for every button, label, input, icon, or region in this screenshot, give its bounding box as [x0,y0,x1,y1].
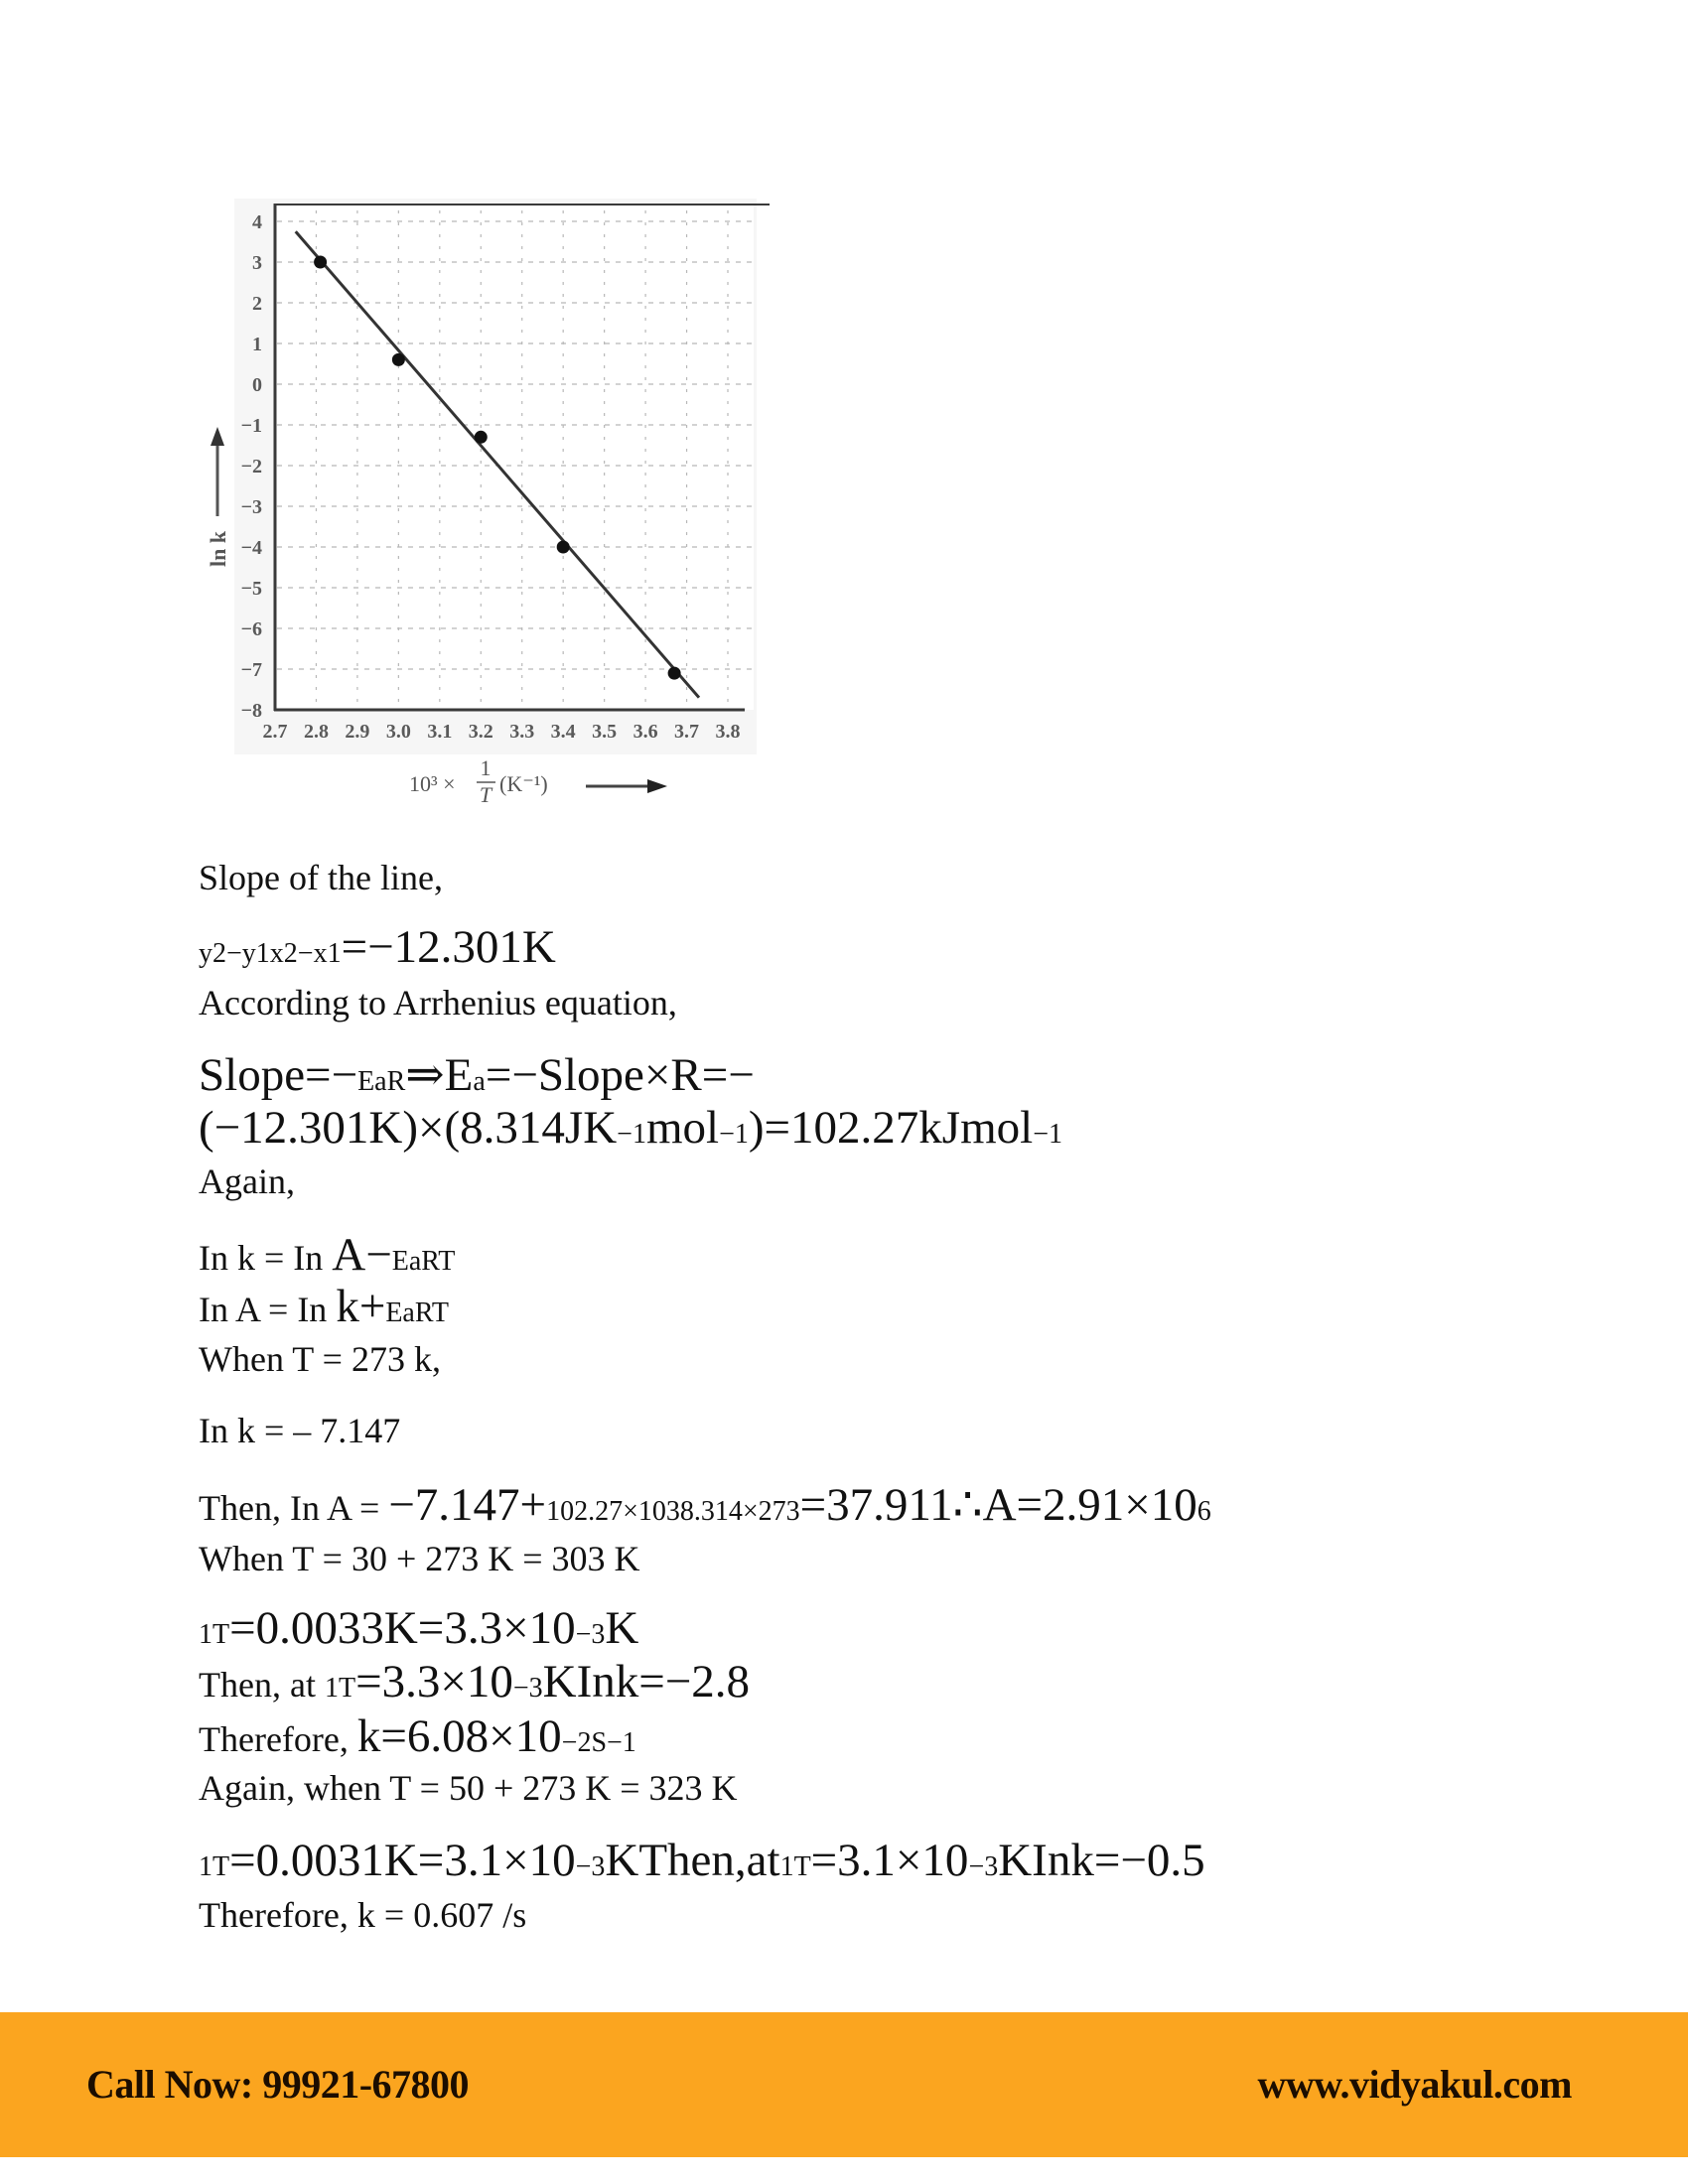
x-tick-label: 3.2 [468,721,493,743]
equation-ln-a-value [199,1477,1211,1533]
x-tick-label: 3.8 [715,721,741,743]
math-fraction-text: 1T [324,1673,356,1704]
y-tick-label: −5 [240,578,262,600]
equation-ln-k [199,1227,455,1283]
data-point [475,431,488,444]
math-text: mol [645,1102,720,1154]
text-segment: Again, [199,1161,295,1201]
y-tick-label: 1 [252,334,262,355]
math-text: =37.911∴A=2.91×10 [799,1479,1197,1531]
math-fraction-text: EaR [357,1066,406,1097]
equation-k-303 [199,1708,636,1764]
data-point [314,256,327,269]
call-now-phone[interactable]: Call Now: 99921-67800 [86,2062,470,2107]
plot-area [275,205,754,710]
arrhenius-plot [0,0,1688,824]
data-point [392,353,405,366]
y-tick-label: −6 [240,618,262,640]
text-segment: Again, when T = 50 + 273 K = 323 K [199,1768,738,1808]
math-superscript: −1 [617,1119,646,1150]
y-tick-label: −7 [240,659,262,681]
y-tick-label: −2 [240,456,262,478]
math-text: K [605,1602,639,1654]
x-tick-label: 2.8 [303,721,329,743]
y-tick-label: 0 [252,374,262,396]
math-superscript: −3 [575,1851,606,1882]
math-text: k+ [336,1281,386,1332]
text-segment: In A = In [199,1290,337,1329]
math-text: −7.147+ [388,1479,547,1531]
equation-activation-energy-2 [199,1100,1062,1156]
equation-ln-k-303 [199,1654,750,1709]
math-text: (−12.301K)×(8.314JK [199,1102,618,1154]
math-text: A− [332,1229,392,1281]
text-line-arrhenius [199,975,677,1030]
text-segment: In k = – 7.147 [199,1411,401,1450]
text-line-again [199,1154,295,1209]
text-segment: When T = 273 k, [199,1339,441,1379]
math-superscript: −2S−1 [561,1727,636,1758]
math-text: =0.0031K=3.1×10 [229,1835,576,1886]
x-tick-label: 2.7 [262,721,288,743]
math-superscript: −3 [575,1619,606,1650]
text-line-t-273 [199,1331,441,1387]
text-line-slope-intro [199,850,443,905]
math-fraction-text: 102.27×1038.314×273 [546,1496,800,1527]
text-segment: Slope of the line, [199,858,443,897]
math-text: Slope=− [199,1049,358,1101]
text-segment: In k = In [199,1238,333,1278]
y-tick-label: −4 [240,537,262,559]
x-axis-title-prefix: 10³ × [409,771,456,796]
math-text: KInk=−2.8 [542,1656,750,1707]
x-tick-label: 3.6 [633,721,658,743]
data-point [668,667,681,680]
math-fraction-text: 1T [779,1851,811,1882]
y-tick-label: 2 [252,293,262,315]
text-line-k-323 [199,1887,526,1943]
text-segment: When T = 30 + 273 K = 303 K [199,1539,640,1578]
x-tick-label: 3.1 [427,721,453,743]
math-fraction-text: 1T [199,1851,230,1882]
text-segment: Then, In A = [199,1488,389,1528]
y-tick-label: −1 [240,415,262,437]
y-axis-arrow-icon [211,427,224,446]
text-line-t-323 [199,1760,738,1816]
text-segment: Therefore, k = 0.607 /s [199,1895,527,1935]
x-tick-label: 2.9 [345,721,370,743]
math-text: )=102.27kJmol [748,1102,1034,1154]
y-axis-title: ln k [206,530,230,568]
equation-ln-a [199,1279,449,1334]
text-line-ln-k-value [199,1403,400,1458]
x-tick-label: 3.5 [592,721,618,743]
website-link[interactable]: www.vidyakul.com [1257,2062,1572,2107]
math-subscript: a [473,1066,486,1097]
math-text: k=6.08×10 [356,1710,562,1762]
y-tick-label: 4 [252,211,262,233]
math-superscript: 6 [1196,1496,1211,1527]
math-fraction-text: EaRT [391,1246,456,1277]
math-superscript: −3 [968,1851,999,1882]
y-tick-label: 3 [252,252,262,274]
math-text: =0.0033K=3.3×10 [229,1602,576,1654]
math-text: ⇒E [405,1049,474,1101]
data-point [557,541,570,554]
equation-inverse-t-303 [199,1600,638,1656]
text-line-t-303 [199,1531,640,1586]
equation-slope-value [199,919,556,975]
equation-activation-energy-1 [199,1047,755,1103]
y-tick-label: −3 [240,496,262,518]
x-axis-title-unit: (K⁻¹) [499,771,548,796]
text-segment: According to Arrhenius equation, [199,983,677,1023]
math-text: =−Slope×R=− [485,1049,755,1101]
equation-inverse-t-323 [199,1833,1205,1888]
x-axis-title-numerator: 1 [480,755,492,780]
math-text: =3.1×10 [810,1835,969,1886]
x-axis-title-denominator: T [479,782,492,807]
x-axis-arrow-icon [647,779,667,793]
math-fraction-text: 1T [199,1619,230,1650]
math-superscript: −1 [1033,1119,1062,1150]
x-tick-label: 3.7 [674,721,700,743]
footer-banner [0,2012,1688,2157]
text-segment: Then, at [199,1665,325,1705]
x-tick-label: 3.4 [550,721,576,743]
x-tick-label: 3.0 [385,721,411,743]
math-text: KThen,at [605,1835,780,1886]
math-text: KInk=−0.5 [998,1835,1205,1886]
math-superscript: −3 [512,1673,543,1704]
text-segment: Therefore, [199,1719,357,1759]
x-tick-label: 3.3 [509,721,535,743]
math-text: =−12.301K [341,921,556,973]
math-fraction-text: EaRT [385,1297,449,1328]
math-superscript: −1 [719,1119,749,1150]
math-text: =3.3×10 [355,1656,513,1707]
math-fraction-text: y2−y1x2−x1 [199,938,342,969]
y-tick-label: −8 [240,700,262,722]
